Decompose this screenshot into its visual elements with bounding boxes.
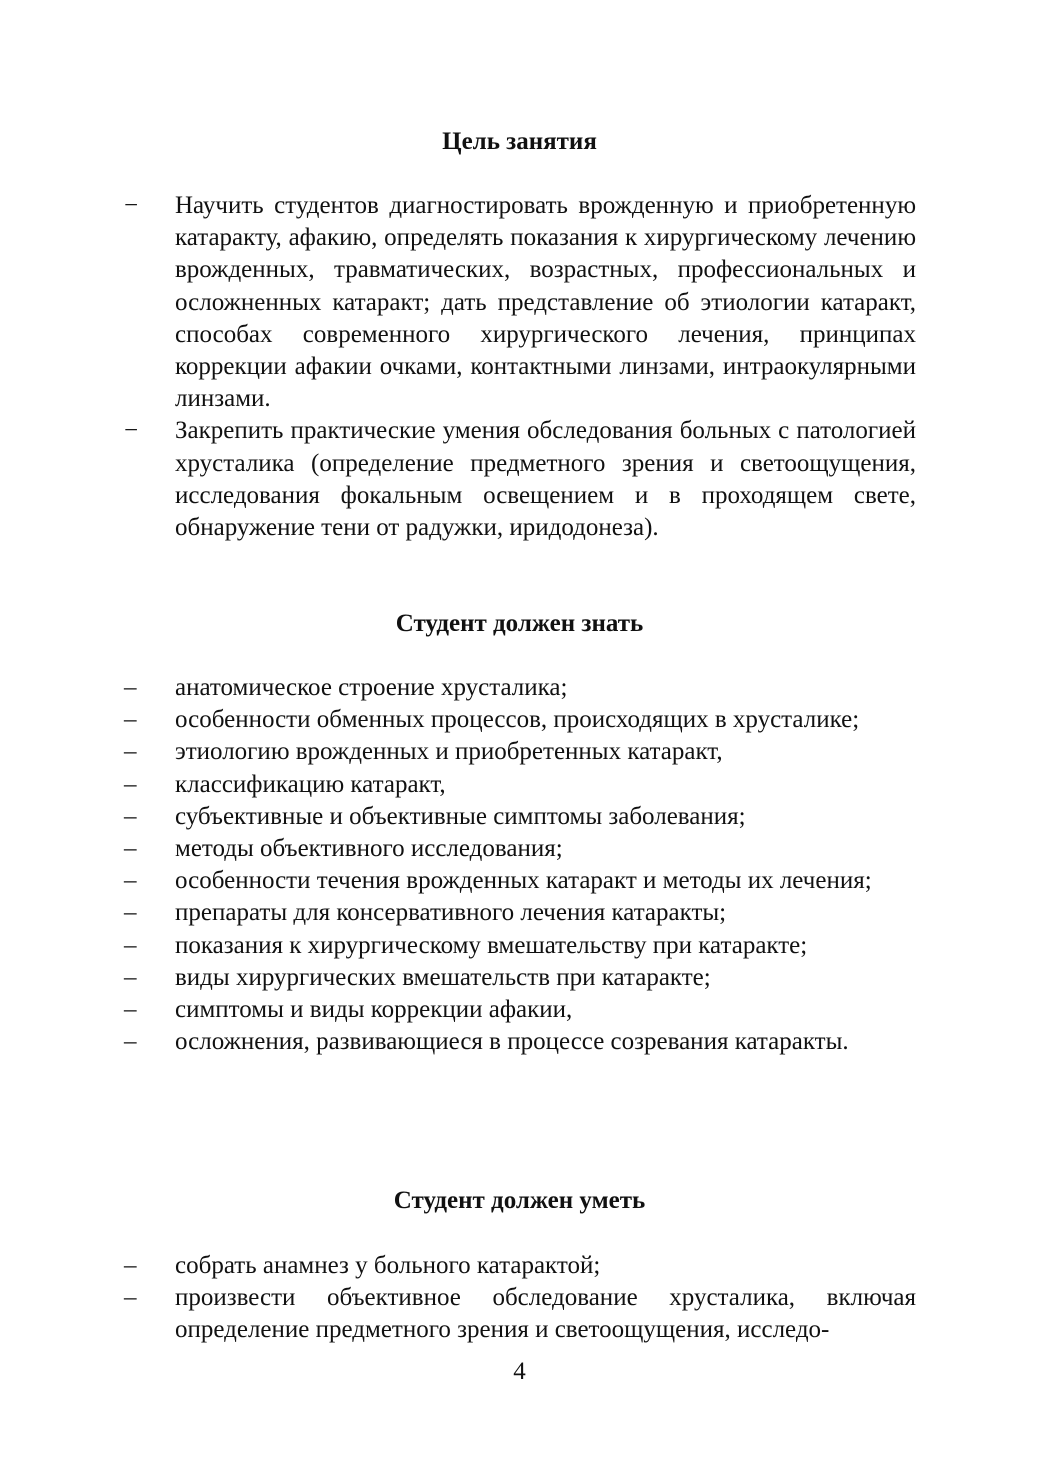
list-item-text: методы объективного исследования; [175,835,563,863]
list-item [124,672,916,704]
knowledge-list [124,672,916,1058]
list-item-text: особенности обменных процессов, происходящих в хрусталике; [175,706,860,734]
list-item-text: субъективные и объективные симптомы заболевания; [175,802,746,830]
dash-bullet: – [124,931,137,959]
dash-bullet: – [124,738,137,766]
skills-list [124,1250,916,1347]
dash-bullet: – [124,674,137,701]
list-item-text: произвести объективное обследование хрусталика, включая определение предметного зрения и светоощущения, исследо- [175,1284,916,1344]
list-item-text: особенности течения врожденных катаракт и методы их лечения; [175,867,872,895]
dash-bullet: – [124,1028,137,1056]
dash-bullet: – [124,1252,137,1279]
goal-list [124,190,916,544]
list-item [124,865,916,897]
list-item [124,190,916,415]
dash-bullet: – [124,802,137,830]
list-item-text: этиологию врожденных и приобретенных катаракт, [175,738,723,766]
list-item-text: симптомы и виды коррекции афакии, [175,996,573,1024]
list-item [124,897,916,929]
dash-bullet: – [124,1284,137,1312]
list-item [124,801,916,833]
list-item-text: собрать анамнез у больного катарактой; [175,1252,601,1279]
list-item-text: осложнения, развивающиеся в процессе созревания катаракты. [175,1028,849,1056]
list-item [124,704,916,736]
dash-bullet: – [124,996,137,1024]
dash-bullet: – [124,835,137,863]
list-item-text: Закрепить практические умения обследования больных с патологией хрусталика (определение предметного зрения и светоощущения, исследования фокальным освещением и в проходящем свете, обнаружение тени от радужки, иридодонеза). [175,417,916,542]
list-item [124,930,916,962]
dash-bullet: – [124,899,137,927]
section-title-knowledge: Студент должен знать [395,610,644,637]
dash-bullet: − [124,417,139,445]
section-title-goal: Цель занятия [442,128,597,155]
dash-bullet: – [124,867,137,895]
list-item-text: анатомическое строение хрусталика; [175,674,568,701]
list-item [124,1026,916,1058]
list-item-text: препараты для консервативного лечения катаракты; [175,899,727,927]
dash-bullet: – [124,770,137,798]
dash-bullet: − [124,192,139,219]
list-item-text: показания к хирургическому вмешательству при катаракте; [175,931,808,959]
list-item-text: классификацию катаракт, [175,770,446,798]
list-item [124,769,916,801]
list-item [124,1282,916,1346]
list-item [124,994,916,1026]
list-item [124,415,916,544]
dash-bullet: – [124,706,137,734]
list-item [124,736,916,768]
section-title-skills: Студент должен уметь [393,1187,646,1214]
dash-bullet: – [124,963,137,991]
page-number: 4 [513,1358,526,1385]
list-item-text: виды хирургических вмешательств при катаракте; [175,963,711,991]
list-item [124,1250,916,1282]
list-item [124,962,916,994]
list-item [124,833,916,865]
list-item-text: Научить студентов диагностировать врожденную и приобретенную катаракту, афакию, определять показания к хирургическому лечению врожденных, травматических, возрастных, профессиональных и осложненных катаракт; дать представление об этиологии катаракт, способах современного хирургического лечения, принципах коррекции афакии очками, контактными линзами, интраокулярными линзами. [175,192,916,413]
